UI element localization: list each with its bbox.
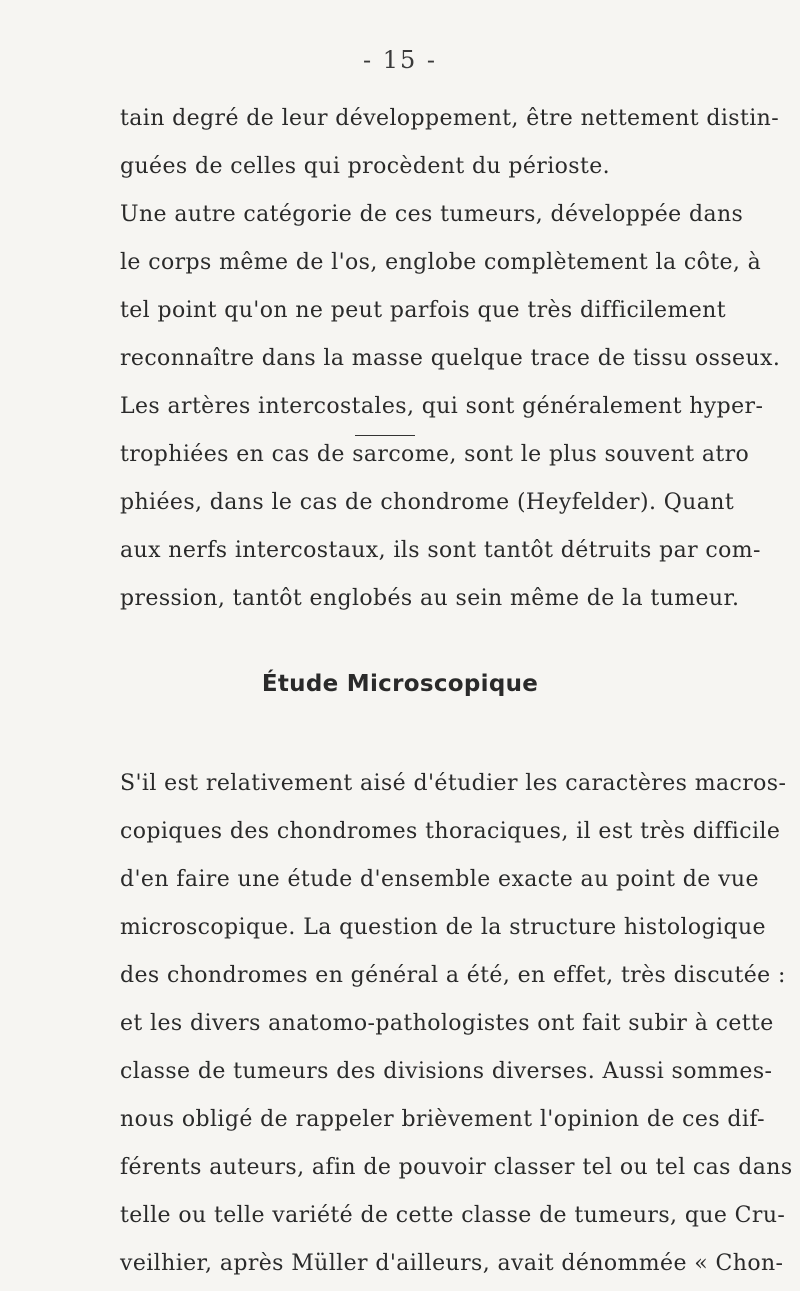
text-line: phiées, dans le cas de chondrome (Heyfelder). Quant <box>120 490 735 515</box>
text-line: nous obligé de rappeler brièvement l'opinion de ces dif- <box>120 1107 765 1132</box>
text-line: microscopique. La question de la structure histologique <box>120 915 766 940</box>
text-line: tel point qu'on ne peut parfois que très difficilement <box>120 298 726 323</box>
text-line: S'il est relativement aisé d'étudier les caractères macros- <box>120 771 787 796</box>
paragraph-tumors-description <box>120 95 781 623</box>
text-line: des chondromes en général a été, en effet, très discutée : <box>120 963 786 988</box>
text-line: trophiées en cas de sarcome, sont le plus souvent atro <box>120 442 750 467</box>
text-line: Une autre catégorie de ces tumeurs, développée dans <box>120 202 744 227</box>
text-line: pression, tantôt englobés au sein même de la tumeur. <box>120 586 740 611</box>
text-line: telle ou telle variété de cette classe de tumeurs, que Cru- <box>120 1203 786 1228</box>
text-line: tain degré de leur développement, être nettement distin- <box>120 106 780 131</box>
text-line: le corps même de l'os, englobe complètement la côte, à <box>120 250 762 275</box>
text-line: classe de tumeurs des divisions diverses. Aussi sommes- <box>120 1059 773 1084</box>
text-line: copiques des chondromes thoraciques, il est très difficile <box>120 819 781 844</box>
section-separator <box>355 435 415 436</box>
text-line: Les artères intercostales, qui sont généralement hyper- <box>120 394 764 419</box>
text-line: aux nerfs intercostaux, ils sont tantôt détruits par com- <box>120 538 761 563</box>
text-line: et les divers anatomo-pathologistes ont fait subir à cette <box>120 1011 774 1036</box>
text-line: veilhier, après Müller d'ailleurs, avait dénommée « Chon- <box>120 1251 784 1276</box>
text-line: d'en faire une étude d'ensemble exacte au point de vue <box>120 867 759 892</box>
text-line: férents auteurs, afin de pouvoir classer tel ou tel cas dans <box>120 1155 793 1180</box>
page-number: - 15 - <box>362 46 437 74</box>
text-line: reconnaître dans la masse quelque trace de tissu osseux. <box>120 346 781 371</box>
paragraph-microscopic-study <box>120 760 793 1288</box>
section-heading: Étude Microscopique <box>261 671 539 697</box>
text-line: guées de celles qui procèdent du périoste. <box>120 154 611 179</box>
